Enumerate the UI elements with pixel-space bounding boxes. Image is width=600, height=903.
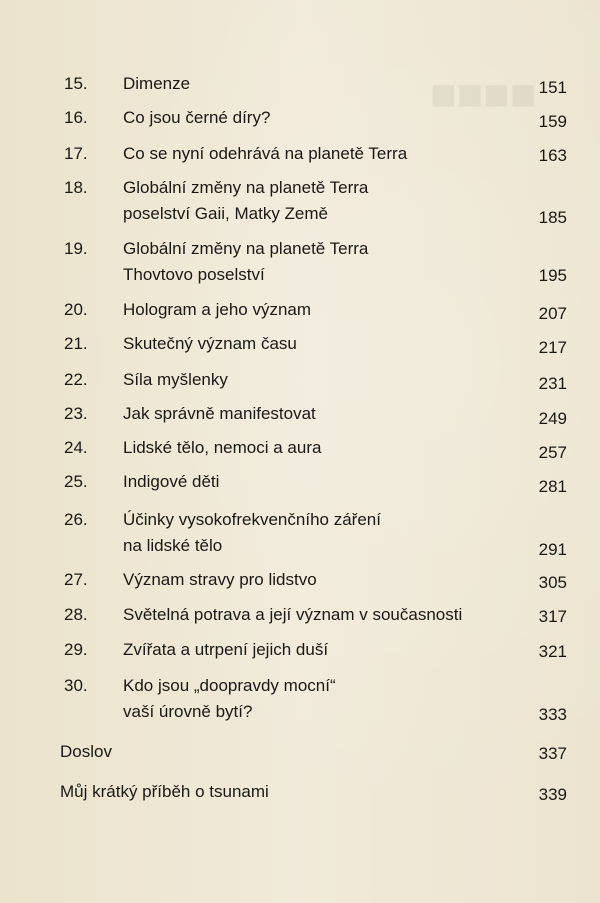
- toc-entry-title-line: Síla myšlenky: [123, 370, 228, 389]
- toc-entry-title: [123, 435, 503, 461]
- toc-entry-title: [123, 236, 503, 288]
- toc-entry-number: 21.: [64, 334, 88, 353]
- toc-entry-page: 337: [538, 744, 567, 763]
- toc-entry-page: 317: [538, 607, 567, 626]
- toc-entry-title-line: poselství Gaii, Matky Země: [123, 204, 329, 223]
- toc-entry-title: [123, 507, 503, 559]
- toc-entry-title-line: Světelná potrava a její význam v současnosti: [123, 605, 463, 624]
- toc-entry-title-line: Hologram a jeho význam: [123, 300, 312, 319]
- toc-entry-title-line: Kdo jsou „doopravdy mocní“: [123, 676, 336, 695]
- toc-entry-number: 16.: [64, 108, 88, 127]
- toc-entry-title: Můj krátký příběh o tsunami: [60, 782, 269, 801]
- toc-entry-title-line: Zvířata a utrpení jejich duší: [123, 640, 329, 659]
- toc-entry-title: Doslov: [60, 742, 112, 761]
- toc-entry-title: [123, 331, 503, 357]
- toc-entry-page: 231: [538, 374, 567, 393]
- toc-entry-title: [123, 71, 503, 97]
- toc-entry-title: [123, 469, 503, 495]
- toc-entry-title: [123, 105, 503, 131]
- toc-entry-title: [123, 367, 503, 393]
- toc-entry-number: 15.: [64, 74, 88, 93]
- toc-entry-page: 291: [538, 540, 567, 559]
- toc-entry-number: 25.: [64, 472, 88, 491]
- toc-entry-number: 29.: [64, 640, 88, 659]
- toc-entry-page: 339: [538, 785, 567, 804]
- toc-entry-title-line: Globální změny na planetě Terra: [123, 178, 369, 197]
- toc-entry-title: [123, 401, 503, 427]
- toc-entry-title-line: Účinky vysokofrekvenčního záření: [123, 510, 381, 529]
- toc-entry-page: 281: [538, 477, 567, 496]
- toc-entry-page: 159: [538, 112, 567, 131]
- toc-entry-title-line: Indigové děti: [123, 472, 220, 491]
- toc-entry-number: 23.: [64, 404, 88, 423]
- toc-entry-number: 17.: [64, 144, 88, 163]
- toc-entry-page: 207: [538, 304, 567, 323]
- toc-entry-title-line: Co se nyní odehrává na planetě Terra: [123, 144, 408, 163]
- toc-entry-number: 30.: [64, 676, 88, 695]
- toc-entry-page: 321: [538, 642, 567, 661]
- toc-entry-title-line: Lidské tělo, nemoci a aura: [123, 438, 322, 457]
- toc-entry-page: 217: [538, 338, 567, 357]
- toc-entry-number: 19.: [64, 239, 88, 258]
- toc-entry-title-line: Význam stravy pro lidstvo: [123, 570, 317, 589]
- toc-entry-title-line: Co jsou černé díry?: [123, 108, 271, 127]
- toc-entry-page: 151: [538, 78, 567, 97]
- toc-entry-page: 333: [538, 705, 567, 724]
- toc-entry-page: 195: [538, 266, 567, 285]
- toc-entry-title-line: Skutečný význam času: [123, 334, 297, 353]
- toc-entry-title: [123, 175, 503, 227]
- toc-entry-title-line: Dimenze: [123, 74, 191, 93]
- toc-entry-number: 18.: [64, 178, 88, 197]
- toc-entry-page: 305: [538, 573, 567, 592]
- toc-entry-number: 27.: [64, 570, 88, 589]
- toc-entry-number: 20.: [64, 300, 88, 319]
- toc-entry-title-line: vaší úrovně bytí?: [123, 702, 253, 721]
- toc-entry-number: 24.: [64, 438, 88, 457]
- toc-entry-title: [123, 637, 503, 663]
- bleed-through-heading: ■■■■: [430, 70, 537, 119]
- toc-entry-title: [123, 567, 503, 593]
- toc-entry-number: 28.: [64, 605, 88, 624]
- toc-entry-number: 22.: [64, 370, 88, 389]
- toc-entry-title: [123, 297, 503, 323]
- toc-entry-page: 163: [538, 146, 567, 165]
- toc-entry-title-line: Jak správně manifestovat: [123, 404, 316, 423]
- toc-entry-title-line: Thovtovo poselství: [123, 265, 265, 284]
- toc-entry-title-line: na lidské tělo: [123, 536, 223, 555]
- toc-entry-number: 26.: [64, 510, 88, 529]
- toc-entry-page: 257: [538, 443, 567, 462]
- toc-entry-page: 249: [538, 409, 567, 428]
- toc-entry-title-line: Globální změny na planetě Terra: [123, 239, 369, 258]
- toc-entry-title: [123, 673, 503, 725]
- toc-entry-title: [123, 141, 503, 167]
- toc-entry-page: 185: [538, 208, 567, 227]
- toc-entry-title: [123, 602, 503, 628]
